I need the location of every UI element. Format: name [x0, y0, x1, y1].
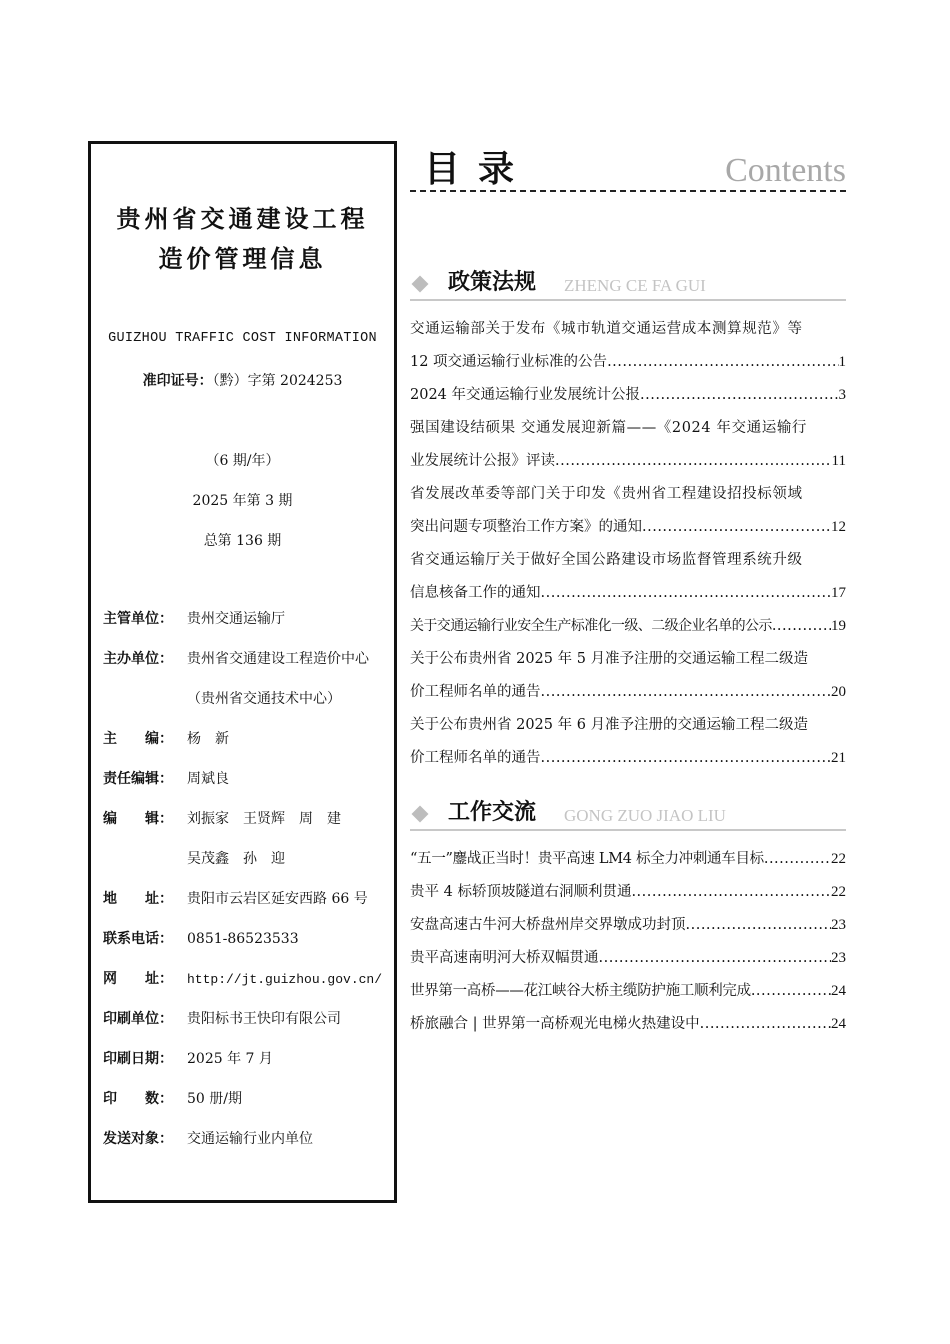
page-number: 3	[838, 387, 846, 403]
meta-value: 交通运输行业内单位	[187, 1131, 313, 1147]
dot-leader	[541, 681, 832, 714]
meta-label: 印刷日期：	[103, 1051, 173, 1067]
meta-label: 发送对象：	[103, 1131, 173, 1147]
meta-sponsor-continuation: （贵州省交通技术中心）	[187, 691, 341, 707]
meta-label: 责任编辑：	[103, 771, 173, 787]
journal-title-line1: 贵州省交通建设工程	[116, 204, 369, 233]
section-title-cn: 工作交流	[448, 800, 537, 825]
meta-address	[103, 889, 388, 909]
dot-leader	[751, 980, 831, 1013]
entry-title: 价工程师名单的通告	[410, 750, 541, 766]
entry-title: 省发展改革委等部门关于印发《贵州省工程建设招投标领域	[410, 486, 803, 502]
page-number: 19	[831, 618, 846, 634]
toc-title-en: Contents	[725, 152, 846, 189]
entry-title: 12 项交通运输行业标准的公告	[410, 354, 608, 370]
toc-entry[interactable]	[410, 417, 846, 483]
section-header-policy	[410, 269, 846, 301]
toc-entry[interactable]	[410, 848, 846, 881]
meta-responsible-editor	[103, 769, 388, 789]
meta-label: 印刷单位：	[103, 1011, 173, 1027]
entry-title: 桥旅融合 | 世界第一高桥观光电梯火热建设中	[410, 1016, 700, 1032]
entry-title: 贵平 4 标轿顶坡隧道右洞顺利贯通	[410, 884, 632, 900]
page-number: 23	[831, 950, 846, 966]
meta-print-date	[103, 1049, 388, 1069]
dot-leader	[772, 615, 831, 648]
meta-value: 刘振家 王贤辉 周 建	[187, 811, 341, 827]
meta-chief-editor	[103, 729, 388, 749]
page-number: 24	[831, 983, 846, 999]
toc-entry[interactable]	[410, 549, 846, 615]
meta-value: 贵阳标书王快印有限公司	[187, 1011, 341, 1027]
masthead-box	[88, 141, 397, 1203]
diamond-icon	[412, 806, 429, 823]
dot-leader	[700, 1013, 831, 1046]
meta-website	[103, 969, 388, 989]
meta-print-run	[103, 1089, 388, 1109]
toc-title-cn: 目录	[424, 148, 533, 190]
meta-supervisor	[103, 609, 388, 629]
entry-title: 强国建设结硕果 交通发展迎新篇——《2024 年交通运输行	[410, 420, 808, 436]
meta-label: 网 址：	[103, 971, 173, 987]
page-number: 21	[831, 750, 846, 766]
toc-entry[interactable]	[410, 648, 846, 714]
entry-title: 关于交通运输行业安全生产标准化一级、二级企业名单的公示	[410, 618, 772, 634]
meta-label: 印 数：	[103, 1091, 173, 1107]
section-title-en: GONG ZUO JIAO LIU	[564, 806, 726, 825]
entry-title: 安盘高速古牛河大桥盘州岸交界墩成功封顶	[410, 917, 686, 933]
meta-sponsor	[103, 649, 388, 669]
meta-printer	[103, 1009, 388, 1029]
entry-title: 关于公布贵州省 2025 年 5 月准予注册的交通运输工程二级造	[410, 651, 809, 667]
meta-value: 贵州省交通建设工程造价中心	[187, 651, 369, 667]
meta-distribution	[103, 1129, 388, 1149]
dot-leader	[555, 450, 832, 483]
page-number: 22	[831, 851, 846, 867]
website-link[interactable]: http://jt.guizhou.gov.cn/	[187, 972, 383, 987]
english-title: GUIZHOU TRAFFIC COST INFORMATION	[108, 331, 377, 346]
meta-label: 主办单位：	[103, 651, 173, 667]
diamond-icon	[412, 276, 429, 293]
page-number: 24	[831, 1016, 846, 1032]
entry-title: 省交通运输厅关于做好全国公路建设市场监督管理系统升级	[410, 552, 803, 568]
dot-leader	[686, 914, 832, 947]
entry-title: 2024 年交通运输行业发展统计公报	[410, 387, 641, 403]
page-number: 11	[831, 453, 846, 469]
entry-title: 突出问题专项整治工作方案》的通知	[410, 519, 642, 535]
meta-label: 主管单位：	[103, 611, 173, 627]
issue-number: 2025 年第 3 期	[192, 493, 293, 509]
entry-title: 贵平高速南明河大桥双幅贯通	[410, 950, 599, 966]
dot-leader	[642, 516, 831, 549]
dot-leader	[541, 582, 832, 615]
meta-value: 50 册/期	[187, 1091, 242, 1107]
entry-title: 关于公布贵州省 2025 年 6 月准予注册的交通运输工程二级造	[410, 717, 809, 733]
toc-entry[interactable]	[410, 980, 846, 1013]
meta-value: 0851-86523533	[187, 931, 299, 947]
entry-title: 信息核备工作的通知	[410, 585, 541, 601]
meta-value: 贵州交通运输厅	[187, 611, 285, 627]
page-number: 17	[831, 585, 846, 601]
entry-title: 世界第一高桥——花江峡谷大桥主缆防护施工顺利完成	[410, 983, 751, 999]
meta-label: 地 址：	[103, 891, 173, 907]
meta-label: 联系电话：	[103, 931, 173, 947]
meta-editors	[103, 809, 388, 829]
toc-entry[interactable]	[410, 714, 846, 780]
dot-leader	[640, 384, 838, 417]
toc-entry[interactable]	[410, 947, 846, 980]
entry-title: 交通运输部关于发布《城市轨道交通运营成本测算规范》等	[410, 321, 803, 337]
meta-value: 贵阳市云岩区延安西路 66 号	[187, 891, 368, 907]
frequency: （6 期/年）	[205, 453, 280, 469]
journal-title-line2: 造价管理信息	[158, 244, 327, 273]
dot-leader	[541, 747, 832, 780]
toc-entry[interactable]	[410, 615, 846, 648]
permit-value: （黔）字第 2024253	[212, 373, 343, 389]
dot-leader	[764, 848, 831, 881]
page-number: 12	[831, 519, 846, 535]
dot-leader	[607, 351, 838, 384]
meta-value: 杨 新	[187, 731, 229, 747]
meta-label: 编 辑：	[103, 811, 173, 827]
entry-title: “五一”鏖战正当时！贵平高速 LM4 标全力冲刺通车目标	[410, 851, 764, 867]
toc-entry[interactable]	[410, 384, 846, 417]
permit-number	[91, 370, 394, 390]
toc-entry[interactable]	[410, 318, 846, 384]
toc-entry[interactable]	[410, 881, 846, 914]
toc-entry[interactable]	[410, 914, 846, 947]
meta-editors-continuation: 吴茂鑫 孙 迎	[187, 851, 285, 867]
page-number: 22	[831, 884, 846, 900]
permit-label: 准印证号：	[142, 373, 213, 389]
meta-value: 2025 年 7 月	[187, 1051, 273, 1067]
toc-header-divider	[410, 190, 846, 192]
page-number: 23	[831, 917, 846, 933]
page-number: 1	[838, 354, 846, 370]
entry-title: 业发展统计公报》评读	[410, 453, 555, 469]
toc-header	[410, 145, 846, 193]
page-number: 20	[831, 684, 846, 700]
total-issue: 总第 136 期	[203, 533, 282, 549]
meta-phone	[103, 929, 388, 949]
section-header-work-exchange	[410, 799, 846, 831]
dot-leader	[631, 881, 831, 914]
meta-label: 主 编：	[103, 731, 173, 747]
section-title-cn: 政策法规	[448, 270, 537, 295]
entry-title: 价工程师名单的通告	[410, 684, 541, 700]
meta-value: 周斌良	[187, 771, 229, 787]
dot-leader	[599, 947, 832, 980]
toc-entry[interactable]	[410, 1013, 846, 1046]
toc-entry[interactable]	[410, 483, 846, 549]
section-title-en: ZHENG CE FA GUI	[564, 276, 706, 295]
